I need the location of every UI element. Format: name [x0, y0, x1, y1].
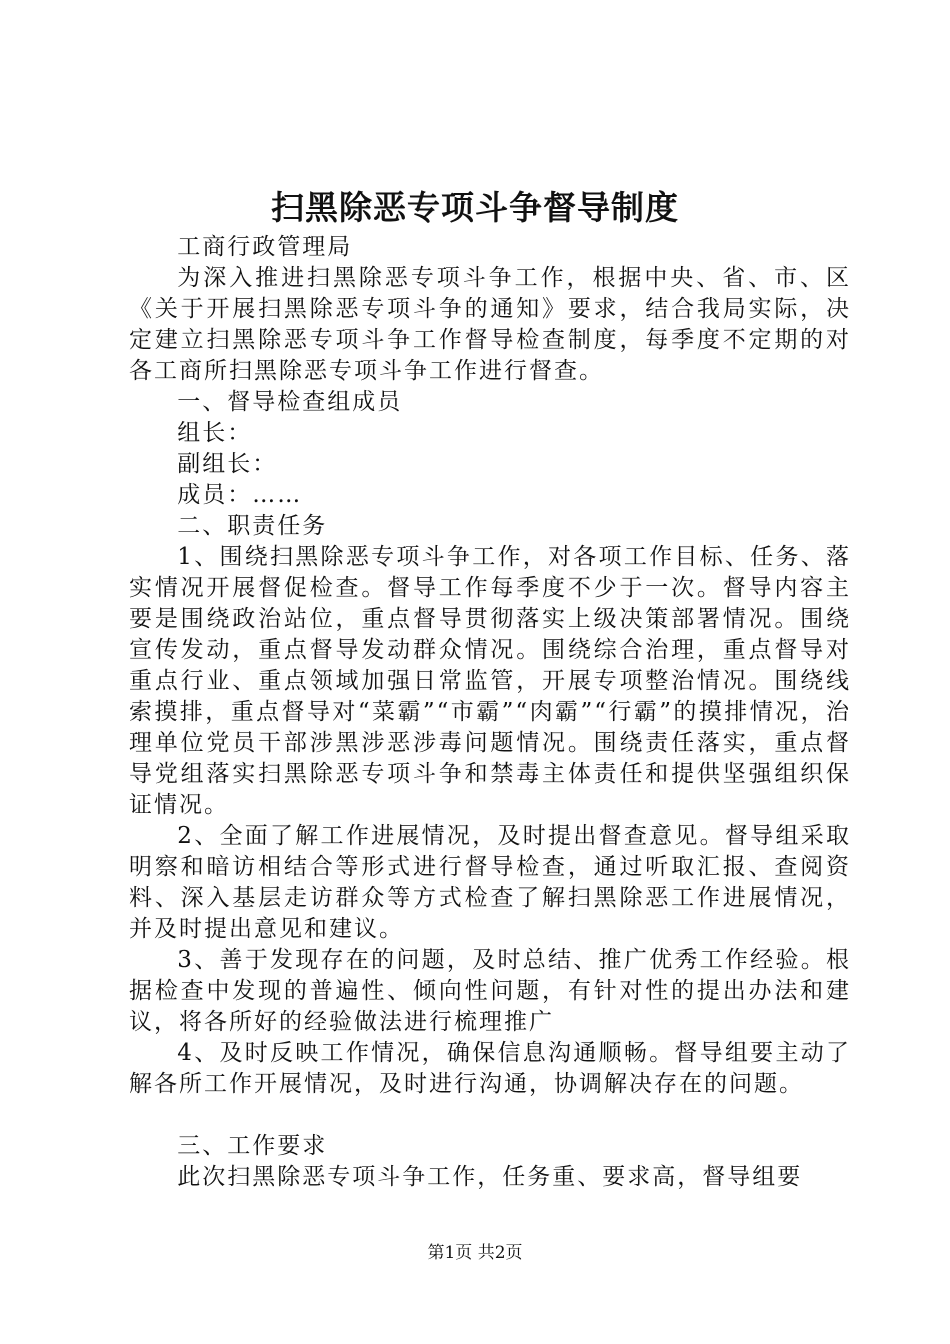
- members-line: 成员：……: [177, 482, 303, 508]
- page-number-footer: 第1页 共2页: [427, 1243, 523, 1263]
- duty-item-3: 3、善于发现存在的问题，及时总结、推广优秀工作经验。根据检查中发现的普遍性、倾向性问题，有针对性的提出办法和建议，将各所好的经验做法进行梳理推广: [129, 947, 851, 1035]
- duty-item-4: 4、及时反映工作情况，确保信息沟通顺畅。督导组要主动了解各所工作开展情况，及时进行沟通，协调解决存在的问题。: [129, 1040, 851, 1097]
- duty-item-1: 1、围绕扫黑除恶专项斗争工作，对各项工作目标、任务、落实情况开展督促检查。督导工作每季度不少于一次。督导内容主要是围绕政治站位，重点督导贯彻落实上级决策部署情况。围绕宣传发动，重点督导发动群众情况。围绕综合治理，重点督导对重点行业、重点领域加强日常监管，开展专项整治情况。围绕线索摸排，重点督导对“菜霸”“市霸”“肉霸”“行霸”的摸排情况，治理单位党员干部涉黑涉恶涉毒问题情况。围绕责任落实，重点督导党组落实扫黑除恶专项斗争和禁毒主体责任和提供坚强组织保证情况。: [129, 544, 851, 818]
- requirements-paragraph: 此次扫黑除恶专项斗争工作，任务重、要求高，督导组要: [177, 1164, 803, 1190]
- document-title: 扫黑除恶专项斗争督导制度: [271, 188, 679, 227]
- leader-line: 组长：: [177, 420, 253, 446]
- duty-item-2: 2、全面了解工作进展情况，及时提出督查意见。督导组采取明察和暗访相结合等形式进行督导检查，通过听取汇报、查阅资料、深入基层走访群众等方式检查了解扫黑除恶工作进展情况，并及时提出意见和建议。: [129, 823, 851, 942]
- document-body: [129, 232, 851, 1193]
- section-heading-requirements: 三、工作要求: [177, 1133, 328, 1159]
- issuer-line: 工商行政管理局: [177, 234, 353, 260]
- intro-paragraph: 为深入推进扫黑除恶专项斗争工作，根据中央、省、市、区《关于开展扫黑除恶专项斗争的通知》要求，结合我局实际，决定建立扫黑除恶专项斗争工作督导检查制度，每季度不定期的对各工商所扫黑除恶专项斗争工作进行督查。: [129, 265, 851, 384]
- section-heading-duties: 二、职责任务: [177, 513, 328, 539]
- deputy-leader-line: 副组长：: [177, 451, 278, 477]
- section-heading-members: 一、督导检查组成员: [177, 389, 403, 415]
